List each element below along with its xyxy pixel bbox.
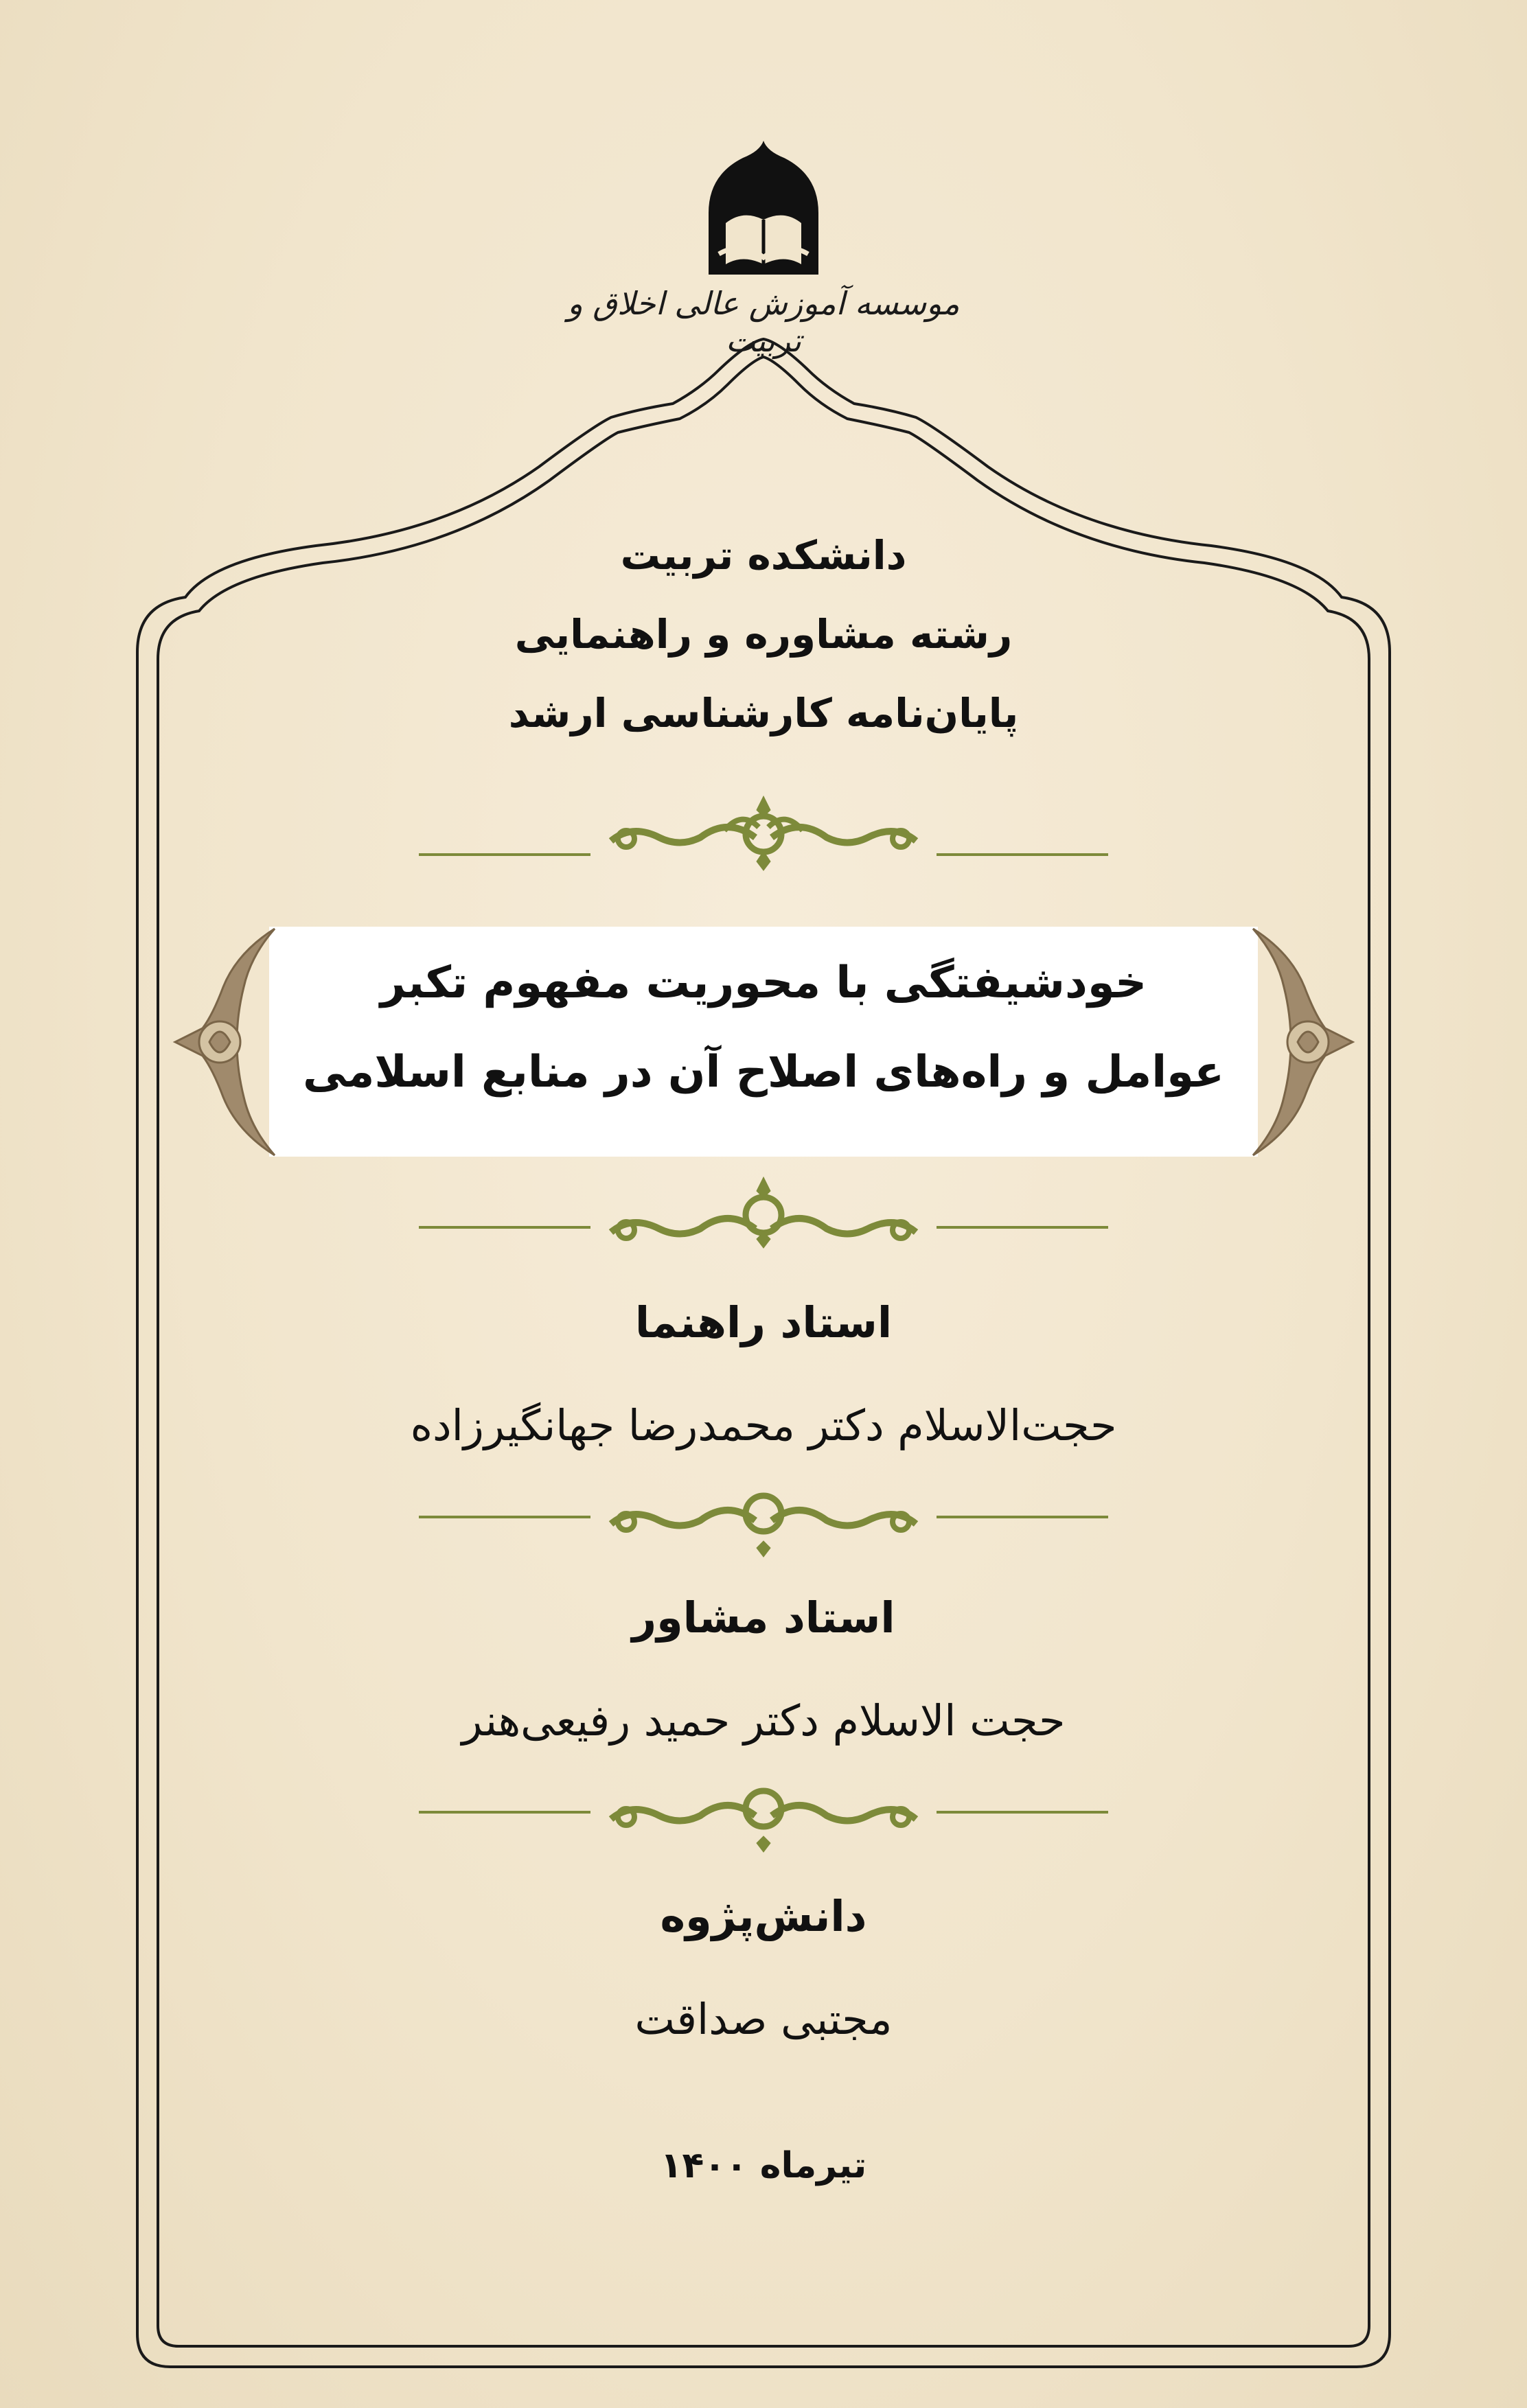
supervisor-name: حجت‌الاسلام دکتر محمدرضا جهانگیرزاده <box>410 1400 1117 1450</box>
corner-ornament-left <box>161 925 278 1159</box>
thesis-title-line1: خودشیفتگی با محوریت مفهوم تکبر <box>380 958 1147 1008</box>
institution-name: موسسه آموزش عالی اخلاق و تربیت <box>567 285 960 359</box>
date: تیرماه ۱۴۰۰ <box>660 2145 867 2186</box>
student-label: دانش‌پژوه <box>660 1891 867 1941</box>
advisor-name: حجت الاسلام دکتر حمید رفیعی‌هنر <box>461 1695 1066 1746</box>
supervisor-label: استاد راهنما <box>634 1297 893 1347</box>
student-name: مجتبی صداقت <box>634 1994 893 2044</box>
degree-name: پایان‌نامه کارشناسی ارشد <box>508 690 1019 737</box>
thesis-title-line2: عوامل و راه‌های اصلاح آن در منابع اسلامی <box>302 1047 1225 1098</box>
advisor-label: استاد مشاور <box>632 1593 895 1643</box>
ornament-divider <box>412 789 1115 872</box>
ornament-divider <box>412 1771 1115 1853</box>
corner-ornament-right <box>1250 925 1366 1159</box>
ornament-divider <box>412 1476 1115 1558</box>
major-name: رشته مشاوره و راهنمایی <box>514 611 1013 658</box>
faculty-name: دانشکده تربیت <box>620 532 907 579</box>
institution-logo <box>702 137 825 288</box>
ornament-divider <box>412 1167 1115 1249</box>
